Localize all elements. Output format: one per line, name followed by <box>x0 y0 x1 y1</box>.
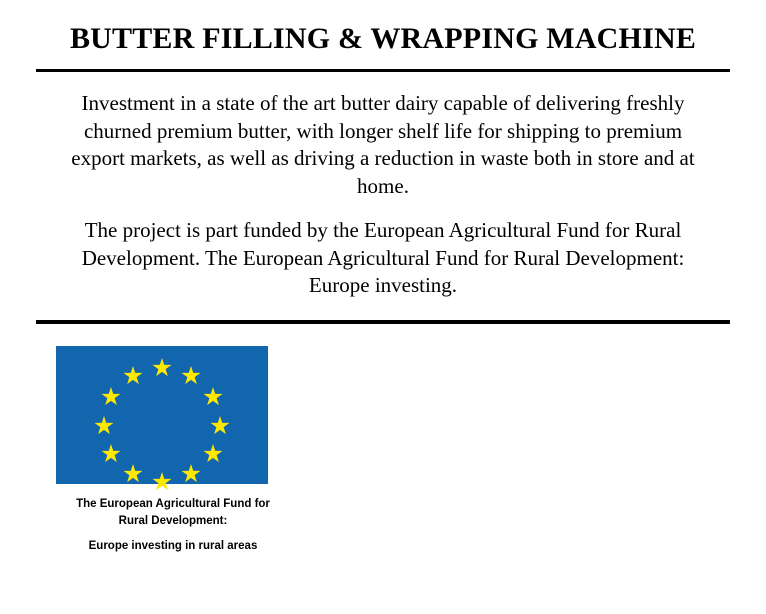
flag-caption-line-2: Rural Development: <box>118 514 228 527</box>
flag-caption <box>56 496 290 555</box>
flag-section <box>56 346 766 555</box>
flag-caption-line-1: The European Agricultural Fund for <box>76 498 270 511</box>
paragraph-investment: Investment in a state of the art butter dairy capable of delivering freshly churned premium butter, with longer shelf life for shipping to premium export markets, as well as driving a reduction in waste both in store and at home. <box>71 91 695 199</box>
body-text-block <box>44 90 722 300</box>
flag-caption-line-3: Europe investing in rural areas <box>88 540 258 553</box>
body-divider <box>36 320 730 324</box>
european-union-flag <box>56 346 268 484</box>
document-page <box>0 22 766 614</box>
title-divider <box>36 69 730 72</box>
page-title: BUTTER FILLING & WRAPPING MACHINE <box>69 22 697 55</box>
paragraph-funding: The project is part funded by the European Agricultural Fund for Rural Development. The European Agricultural Fund for Rural Development: Europe investing. <box>81 217 685 298</box>
